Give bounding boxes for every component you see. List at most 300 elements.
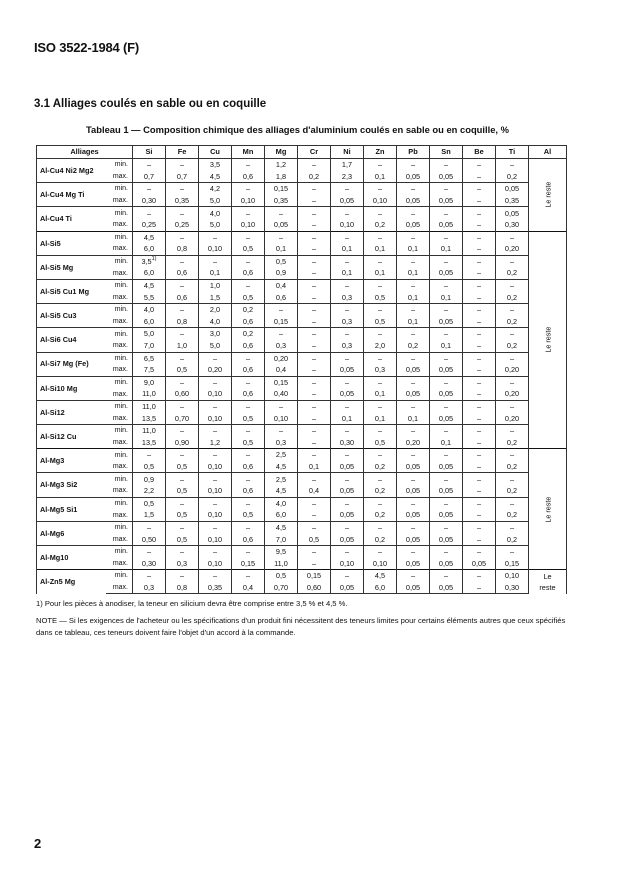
table-cell: 0,2 [496, 171, 529, 183]
table-cell: – [463, 485, 496, 497]
table-cell: 0,05 [265, 219, 298, 231]
table-cell: – [166, 521, 199, 533]
table-row [37, 425, 567, 437]
table-cell: 4,5 [265, 521, 298, 533]
table-cell: 0,05 [463, 558, 496, 570]
table-row [37, 473, 567, 485]
column-header: Sn [430, 146, 463, 159]
table-cell: 0,1 [397, 243, 430, 255]
min-label: min. [106, 425, 133, 437]
table-cell: 0,2 [364, 485, 397, 497]
table-cell: 5,0 [133, 328, 166, 340]
table-cell: – [298, 279, 331, 291]
table-cell: 0,10 [199, 388, 232, 400]
max-label: max. [106, 582, 133, 594]
table-cell: 0,10 [232, 219, 265, 231]
table-cell: 0,05 [397, 388, 430, 400]
table-cell: 0,3 [331, 340, 364, 352]
table-cell: – [463, 316, 496, 328]
table-cell: 0,2 [496, 533, 529, 545]
table-cell: – [430, 497, 463, 509]
table-cell: 4,2 [199, 183, 232, 195]
table-cell: 0,10 [496, 570, 529, 582]
table-cell: – [397, 473, 430, 485]
table-cell: 0,35 [496, 195, 529, 207]
table-cell: 0,10 [331, 558, 364, 570]
table-cell: 3,5$^{1)}$ [133, 255, 166, 267]
al-remainder-cell: Le reste [529, 570, 567, 594]
al-remainder-label: Le reste [542, 181, 552, 208]
min-label: min. [106, 521, 133, 533]
table-cell: – [232, 473, 265, 485]
table-cell: 0,15 [232, 558, 265, 570]
table-cell: 0,3 [265, 437, 298, 449]
table-cell: – [463, 449, 496, 461]
table-cell: 0,05 [397, 533, 430, 545]
table-cell: – [298, 412, 331, 424]
table-cell: 0,3 [265, 340, 298, 352]
table-cell: – [166, 255, 199, 267]
section-title: 3.1 Alliages coulés en sable ou en coquille [34, 98, 267, 110]
table-cell: – [331, 255, 364, 267]
table-row [37, 376, 567, 388]
table-cell: – [397, 449, 430, 461]
table-cell: – [397, 425, 430, 437]
table-cell: – [298, 473, 331, 485]
table-cell: 9,5 [265, 546, 298, 558]
table-cell: – [463, 400, 496, 412]
table-cell: 0,05 [430, 558, 463, 570]
table-cell: 0,5 [166, 485, 199, 497]
table-cell: 0,1 [430, 243, 463, 255]
alloy-name: Al-Si5 [37, 231, 106, 255]
table-cell: 0,3 [133, 582, 166, 594]
table-cell: 0,1 [331, 267, 364, 279]
table-cell: – [298, 183, 331, 195]
table-cell: – [496, 352, 529, 364]
table-cell: 0,10 [364, 558, 397, 570]
table-cell: – [199, 497, 232, 509]
column-header: Be [463, 146, 496, 159]
table-cell: 0,90 [166, 437, 199, 449]
table-cell: 0,1 [397, 316, 430, 328]
table-cell: 0,8 [166, 582, 199, 594]
table-cell: – [397, 546, 430, 558]
table-cell: – [232, 279, 265, 291]
table-cell: 13,5 [133, 412, 166, 424]
table-cell: – [331, 207, 364, 219]
table-cell: 11,0 [265, 558, 298, 570]
table-row [37, 546, 567, 558]
table-cell: – [331, 183, 364, 195]
table-cell: – [298, 304, 331, 316]
table-cell: – [397, 279, 430, 291]
table-cell: – [397, 159, 430, 171]
table-cell: 0,05 [397, 219, 430, 231]
table-cell: 0,5 [166, 461, 199, 473]
table-cell: – [463, 328, 496, 340]
table-cell: – [463, 352, 496, 364]
table-cell: – [463, 412, 496, 424]
table-row [37, 267, 567, 279]
table-cell: 0,05 [430, 412, 463, 424]
table-cell: – [364, 521, 397, 533]
table-cell: 0,05 [331, 533, 364, 545]
table-cell: 0,30 [496, 582, 529, 594]
table-caption: Tableau 1 — Composition chimique des alliages d'aluminium coulés en sable ou en coquille, % [86, 124, 509, 135]
table-cell: – [397, 521, 430, 533]
table-cell: 0,10 [199, 485, 232, 497]
table-cell: 0,25 [166, 219, 199, 231]
table-cell: 4,5 [265, 461, 298, 473]
table-cell: – [397, 207, 430, 219]
table-cell: – [298, 352, 331, 364]
table-cell: 4,5 [133, 279, 166, 291]
table-cell: – [496, 304, 529, 316]
table-cell: 0,70 [166, 412, 199, 424]
table-cell: – [364, 328, 397, 340]
table-cell: 0,10 [199, 243, 232, 255]
table-cell: 0,40 [265, 388, 298, 400]
table-cell: – [298, 509, 331, 521]
table-cell: – [463, 279, 496, 291]
table-cell: – [496, 279, 529, 291]
table-cell: – [463, 473, 496, 485]
table-cell: 6,0 [265, 509, 298, 521]
max-label: max. [106, 412, 133, 424]
table-cell: 0,5 [133, 497, 166, 509]
table-cell: – [430, 183, 463, 195]
table-cell: – [364, 546, 397, 558]
table-cell: – [463, 207, 496, 219]
table-cell: 4,5 [133, 231, 166, 243]
table-cell: – [463, 388, 496, 400]
table-cell: – [298, 546, 331, 558]
table-cell: – [199, 400, 232, 412]
table-cell: – [397, 304, 430, 316]
alloy-name: Al-Si6 Cu4 [37, 328, 106, 352]
table-cell: 0,05 [430, 219, 463, 231]
table-cell: 0,1 [265, 243, 298, 255]
al-remainder-cell [529, 231, 567, 449]
table-cell: – [298, 558, 331, 570]
table-cell: – [397, 231, 430, 243]
table-cell: 0,05 [430, 171, 463, 183]
table-cell: – [430, 231, 463, 243]
max-label: max. [106, 461, 133, 473]
table-cell: 0,5 [232, 412, 265, 424]
table-cell: 0,3 [331, 316, 364, 328]
table-cell: 0,3 [364, 364, 397, 376]
table-cell: – [364, 231, 397, 243]
table-cell: – [298, 316, 331, 328]
table-cell: 0,6 [232, 533, 265, 545]
table-cell: 4,0 [199, 207, 232, 219]
table-cell: 0,5 [166, 533, 199, 545]
table-cell: – [463, 437, 496, 449]
table-cell: 1,2 [265, 159, 298, 171]
table-cell: – [463, 364, 496, 376]
table-cell: – [496, 425, 529, 437]
table-cell: – [166, 546, 199, 558]
table-row [37, 461, 567, 473]
table-cell: 0,30 [331, 437, 364, 449]
table-cell: 5,0 [199, 195, 232, 207]
table-cell: – [232, 400, 265, 412]
min-label: min. [106, 279, 133, 291]
table-cell: – [364, 352, 397, 364]
table-cell: 6,0 [133, 243, 166, 255]
table-cell: 11,0 [133, 425, 166, 437]
table-cell: – [298, 388, 331, 400]
alloy-name: Al-Cu4 Ti [37, 207, 106, 231]
table-cell: – [199, 425, 232, 437]
table-cell: 7,0 [265, 533, 298, 545]
table-cell: 1,8 [265, 171, 298, 183]
table-cell: – [364, 207, 397, 219]
table-row [37, 437, 567, 449]
table-cell: – [265, 425, 298, 437]
table-cell: – [298, 267, 331, 279]
table-cell: 0,05 [430, 533, 463, 545]
table-cell: 0,2 [496, 509, 529, 521]
table-cell: – [430, 207, 463, 219]
table-cell: – [496, 376, 529, 388]
table-cell: 0,1 [364, 388, 397, 400]
table-cell: 5,0 [199, 340, 232, 352]
table-cell: 0,05 [397, 195, 430, 207]
table-cell: 0,30 [133, 195, 166, 207]
table-cell: 0,3 [166, 558, 199, 570]
table-cell: 0,5 [232, 509, 265, 521]
table-row [37, 340, 567, 352]
table-cell: 0,4 [298, 485, 331, 497]
table-cell: 0,15 [265, 376, 298, 388]
table-cell: – [364, 279, 397, 291]
table-row [37, 533, 567, 545]
table-cell: – [298, 292, 331, 304]
table-cell: – [463, 533, 496, 545]
table-cell: – [166, 304, 199, 316]
table-cell: 0,05 [397, 461, 430, 473]
table-cell: – [232, 183, 265, 195]
table-cell: – [166, 328, 199, 340]
max-label: max. [106, 485, 133, 497]
max-label: max. [106, 219, 133, 231]
table-cell: – [463, 255, 496, 267]
max-label: max. [106, 292, 133, 304]
table-row [37, 231, 567, 243]
table-row [37, 171, 567, 183]
alloy-name: Al-Si12 Cu [37, 425, 106, 449]
table-cell: 0,7 [166, 171, 199, 183]
column-header: Fe [166, 146, 199, 159]
table-cell: 0,10 [331, 219, 364, 231]
table-cell: – [166, 279, 199, 291]
table-cell: 0,3 [331, 292, 364, 304]
table-cell: – [133, 546, 166, 558]
table-cell: – [298, 497, 331, 509]
column-header: Cr [298, 146, 331, 159]
table-cell: 6,0 [133, 267, 166, 279]
table-cell: 0,35 [265, 195, 298, 207]
table-cell: – [331, 449, 364, 461]
table-cell: – [463, 570, 496, 582]
table-cell: – [331, 425, 364, 437]
table-cell: 0,30 [496, 219, 529, 231]
alloy-name: Al-Si7 Mg (Fe) [37, 352, 106, 376]
table-cell: – [463, 231, 496, 243]
table-cell: 0,10 [199, 412, 232, 424]
table-cell: 0,05 [430, 388, 463, 400]
table-cell: 1,7 [331, 159, 364, 171]
table-row [37, 497, 567, 509]
table-cell: 0,05 [496, 183, 529, 195]
min-label: min. [106, 473, 133, 485]
table-cell: – [232, 352, 265, 364]
table-cell: – [463, 546, 496, 558]
table-row [37, 304, 567, 316]
table-cell: 5,5 [133, 292, 166, 304]
table-cell: – [364, 255, 397, 267]
table-row [37, 400, 567, 412]
table-cell: 1,0 [166, 340, 199, 352]
min-label: min. [106, 207, 133, 219]
table-cell: 0,1 [364, 412, 397, 424]
table-cell: 0,10 [364, 195, 397, 207]
table-cell: – [298, 243, 331, 255]
table-cell: – [463, 219, 496, 231]
table-cell: – [364, 159, 397, 171]
table-cell: – [397, 400, 430, 412]
min-label: min. [106, 497, 133, 509]
max-label: max. [106, 533, 133, 545]
table-cell: – [463, 509, 496, 521]
table-cell: 0,1 [331, 412, 364, 424]
max-label: max. [106, 364, 133, 376]
table-cell: – [364, 376, 397, 388]
table-cell: 0,10 [199, 509, 232, 521]
table-cell: 0,05 [430, 267, 463, 279]
table-cell: 0,6 [166, 267, 199, 279]
table-cell: – [166, 352, 199, 364]
table-cell: – [199, 352, 232, 364]
table-row [37, 255, 567, 267]
table-cell: – [298, 219, 331, 231]
table-cell: 0,10 [199, 461, 232, 473]
table-cell: – [496, 497, 529, 509]
table-row [37, 352, 567, 364]
table-cell: – [463, 292, 496, 304]
table-cell: – [430, 328, 463, 340]
table-cell: – [430, 425, 463, 437]
table-cell: 0,6 [232, 364, 265, 376]
min-label: min. [106, 231, 133, 243]
table-cell: 0,2 [232, 304, 265, 316]
table-cell: – [430, 159, 463, 171]
table-cell: – [430, 255, 463, 267]
table-cell: 2,2 [133, 485, 166, 497]
table-cell: 0,5 [232, 437, 265, 449]
table-row [37, 485, 567, 497]
table-row [37, 412, 567, 424]
table-cell: 0,6 [166, 292, 199, 304]
table-cell: 0,10 [265, 412, 298, 424]
table-cell: 0,1 [397, 292, 430, 304]
table-cell: – [463, 521, 496, 533]
table-cell: 0,05 [430, 364, 463, 376]
alloy-name: Al-Si5 Mg [37, 255, 106, 279]
alloy-name: Al-Cu4 Mg Ti [37, 183, 106, 207]
table-cell: 0,9 [133, 473, 166, 485]
table-cell: 0,2 [232, 328, 265, 340]
table-cell: 0,2 [364, 509, 397, 521]
table-cell: – [298, 364, 331, 376]
table-cell: 0,5 [133, 461, 166, 473]
table-row [37, 219, 567, 231]
column-header: Si [133, 146, 166, 159]
table-cell: 0,2 [496, 292, 529, 304]
document-id: ISO 3522-1984 (F) [34, 40, 139, 55]
table-cell: 0,20 [496, 364, 529, 376]
table-cell: – [166, 425, 199, 437]
table-cell: 13,5 [133, 437, 166, 449]
table-cell: – [397, 183, 430, 195]
table-cell: 0,1 [430, 340, 463, 352]
table-cell: 2,0 [364, 340, 397, 352]
min-label: min. [106, 570, 133, 582]
table-cell: – [331, 546, 364, 558]
table-row [37, 582, 567, 594]
table-cell: – [232, 159, 265, 171]
table-cell: – [397, 497, 430, 509]
table-cell: – [496, 328, 529, 340]
table-cell: – [496, 449, 529, 461]
table-cell: – [133, 159, 166, 171]
table-cell: – [232, 231, 265, 243]
table-cell: – [331, 497, 364, 509]
table-cell: 0,05 [397, 485, 430, 497]
table-cell: 0,60 [298, 582, 331, 594]
table-cell: 0,2 [364, 533, 397, 545]
table-cell: – [331, 570, 364, 582]
table-cell: – [430, 570, 463, 582]
table-cell: – [298, 376, 331, 388]
table-row [37, 509, 567, 521]
table-cell: – [364, 400, 397, 412]
table-cell: 2,0 [199, 304, 232, 316]
max-label: max. [106, 509, 133, 521]
table-cell: 0,1 [430, 437, 463, 449]
table-cell: – [364, 425, 397, 437]
table-cell: 0,5 [166, 509, 199, 521]
max-label: max. [106, 171, 133, 183]
table-cell: 0,5 [166, 364, 199, 376]
max-label: max. [106, 316, 133, 328]
table-cell: 0,1 [397, 267, 430, 279]
table-cell: 0,20 [199, 364, 232, 376]
table-cell: 1,2 [199, 437, 232, 449]
page-number: 2 [34, 836, 42, 851]
column-header: Pb [397, 146, 430, 159]
table-cell: 0,15 [496, 558, 529, 570]
table-cell: 4,5 [199, 171, 232, 183]
table-cell: – [463, 340, 496, 352]
table-cell: 0,5 [364, 292, 397, 304]
table-cell: 0,05 [331, 509, 364, 521]
table-row [37, 243, 567, 255]
table-cell: 9,0 [133, 376, 166, 388]
